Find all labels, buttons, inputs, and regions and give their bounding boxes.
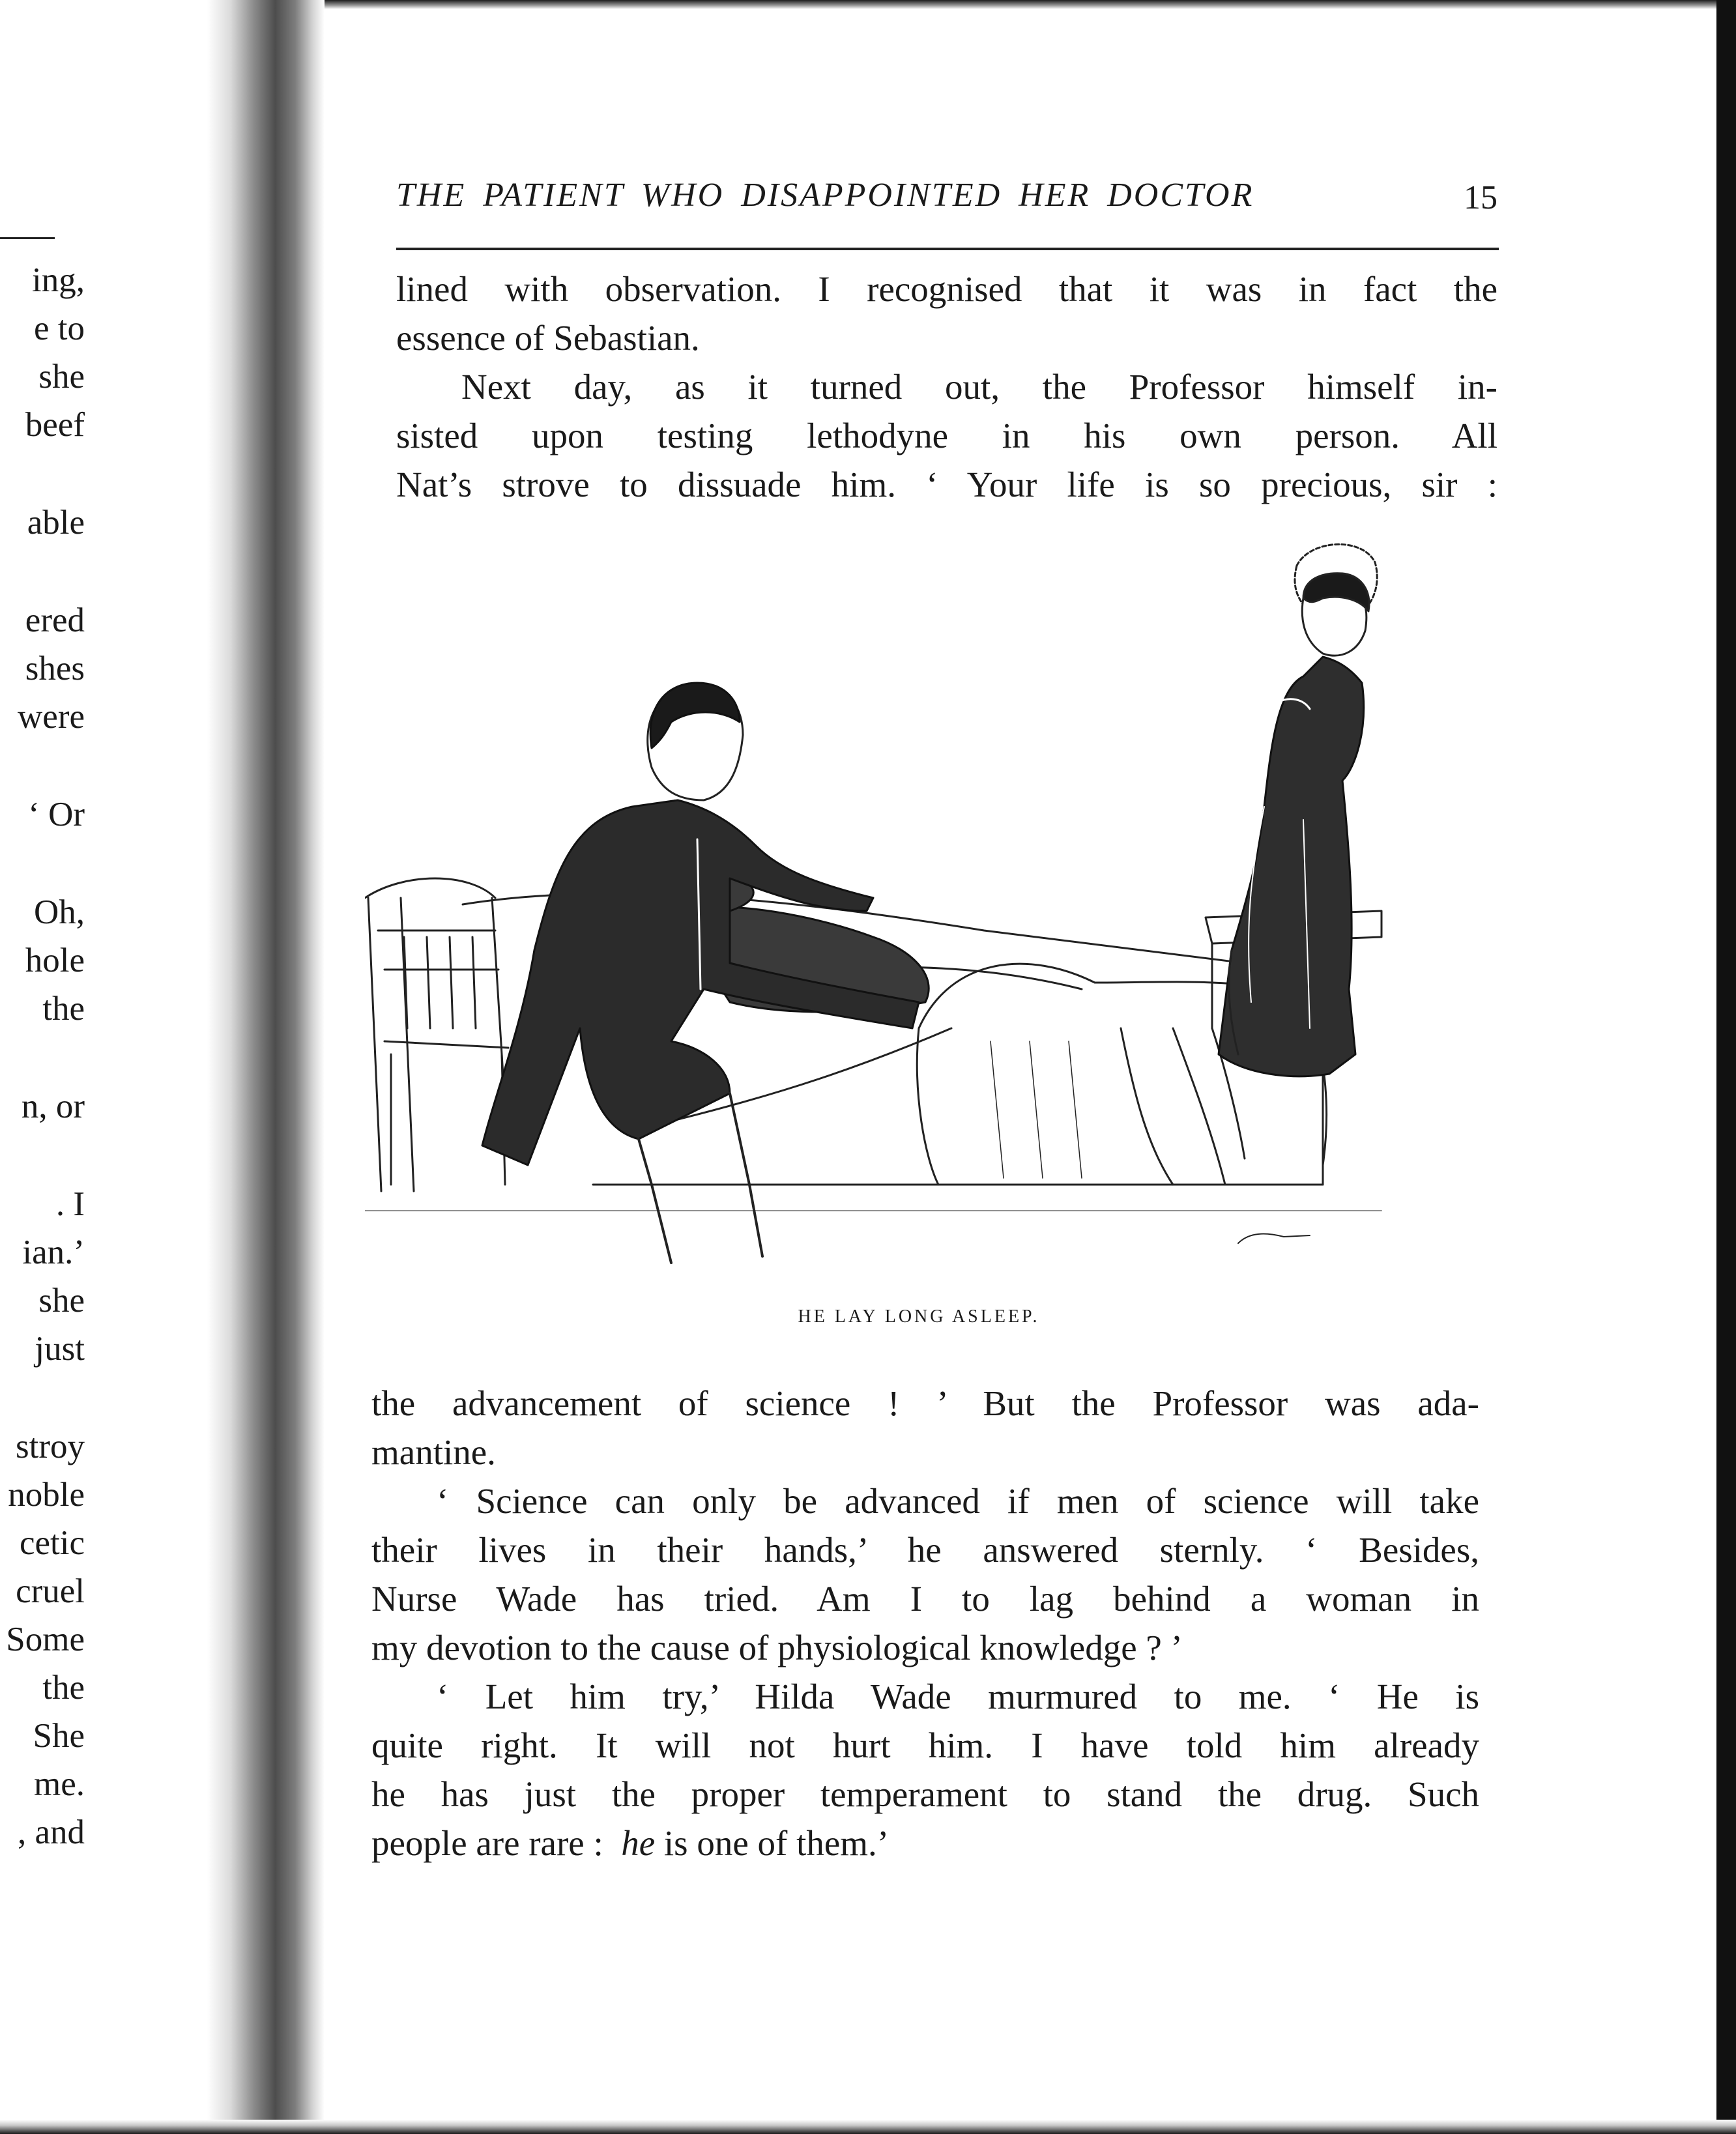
prev-line: able — [27, 504, 85, 541]
prev-line: Oh, — [33, 893, 85, 931]
prev-line: She — [33, 1717, 85, 1755]
text-line: Nat’s strove to dissuade him. ‘ Your life is so precious, sir : — [396, 465, 1497, 504]
text-line: the advancement of science ! ’ But the Professor was ada- — [371, 1383, 1479, 1423]
final-line-start: people are rare : — [371, 1823, 622, 1863]
text-line: essence of Sebastian. — [396, 318, 700, 358]
text-line: he has just the proper temperament to stand the drug. Such — [371, 1774, 1479, 1814]
body-text-bottom — [371, 1379, 1479, 1867]
text-line: lined with observation. I recognised that it was in fact the — [396, 269, 1497, 309]
prev-line: ‘ Or — [28, 796, 85, 833]
prev-line: cruel — [16, 1572, 85, 1610]
text-line: ‘ Let him try,’ Hilda Wade murmured to me. ‘ He is — [437, 1677, 1479, 1716]
prev-line: . I — [55, 1185, 85, 1223]
prev-line: Some — [6, 1621, 85, 1658]
text-line: sisted upon testing lethodyne in his own person. All — [396, 416, 1497, 455]
page-bottom-edge — [0, 2120, 1736, 2134]
prev-line: noble — [8, 1476, 85, 1514]
page-number: 15 — [1464, 179, 1497, 216]
prev-line: ered — [25, 601, 85, 639]
prev-line: were — [18, 698, 85, 736]
prev-line: the — [42, 990, 85, 1028]
text-line: Nurse Wade has tried. Am I to lag behind a woman in — [371, 1579, 1479, 1619]
text-line: Next day, as it turned out, the Professor himself in- — [461, 367, 1497, 407]
prev-line: n, or — [21, 1088, 85, 1125]
prev-line: , and — [17, 1813, 85, 1851]
emphasis-he: he — [621, 1823, 656, 1863]
prev-line: cetic — [19, 1524, 85, 1562]
prev-line: me. — [34, 1765, 85, 1803]
text-line: mantine. — [371, 1432, 496, 1472]
page-top-edge — [241, 0, 1736, 9]
text-line: their lives in their hands,’ he answered sternly. ‘ Besides, — [371, 1530, 1479, 1570]
prev-line: the — [42, 1669, 85, 1707]
scan-edge-bar — [1716, 0, 1736, 2134]
prev-line: stroy — [16, 1428, 85, 1465]
prev-line: beef — [25, 406, 85, 444]
illustration-caption: HE LAY LONG ASLEEP. — [798, 1306, 1040, 1327]
text-line: quite right. It will not hurt him. I have told him already — [371, 1725, 1479, 1765]
text-line: my devotion to the cause of physiological knowledge ? ’ — [371, 1628, 1183, 1667]
text-line: ‘ Science can only be advanced if men of science will take — [437, 1481, 1479, 1521]
prev-line: she — [38, 1282, 85, 1319]
running-head — [396, 176, 1497, 228]
prev-line: she — [38, 358, 85, 396]
illustration — [365, 533, 1505, 1302]
book-gutter-shadow — [207, 0, 325, 2134]
standing-nurse-drawing — [1219, 544, 1377, 1076]
running-head-rule — [396, 248, 1499, 250]
prev-line: shes — [25, 650, 85, 687]
final-line-end: is one of them.’ — [655, 1823, 890, 1863]
prev-line: hole — [25, 942, 85, 979]
prev-line: just — [35, 1330, 85, 1368]
prev-line: ian.’ — [22, 1233, 85, 1271]
prev-line: e to — [34, 310, 85, 347]
prev-line: ing, — [32, 261, 85, 299]
previous-page-fragment — [0, 0, 91, 1955]
final-text-line — [371, 1819, 1479, 1867]
previous-page-rule — [0, 237, 55, 239]
running-head-title: THE PATIENT WHO DISAPPOINTED HER DOCTOR — [396, 177, 1254, 214]
body-text-top — [396, 265, 1497, 509]
artist-signature — [1238, 1234, 1310, 1243]
